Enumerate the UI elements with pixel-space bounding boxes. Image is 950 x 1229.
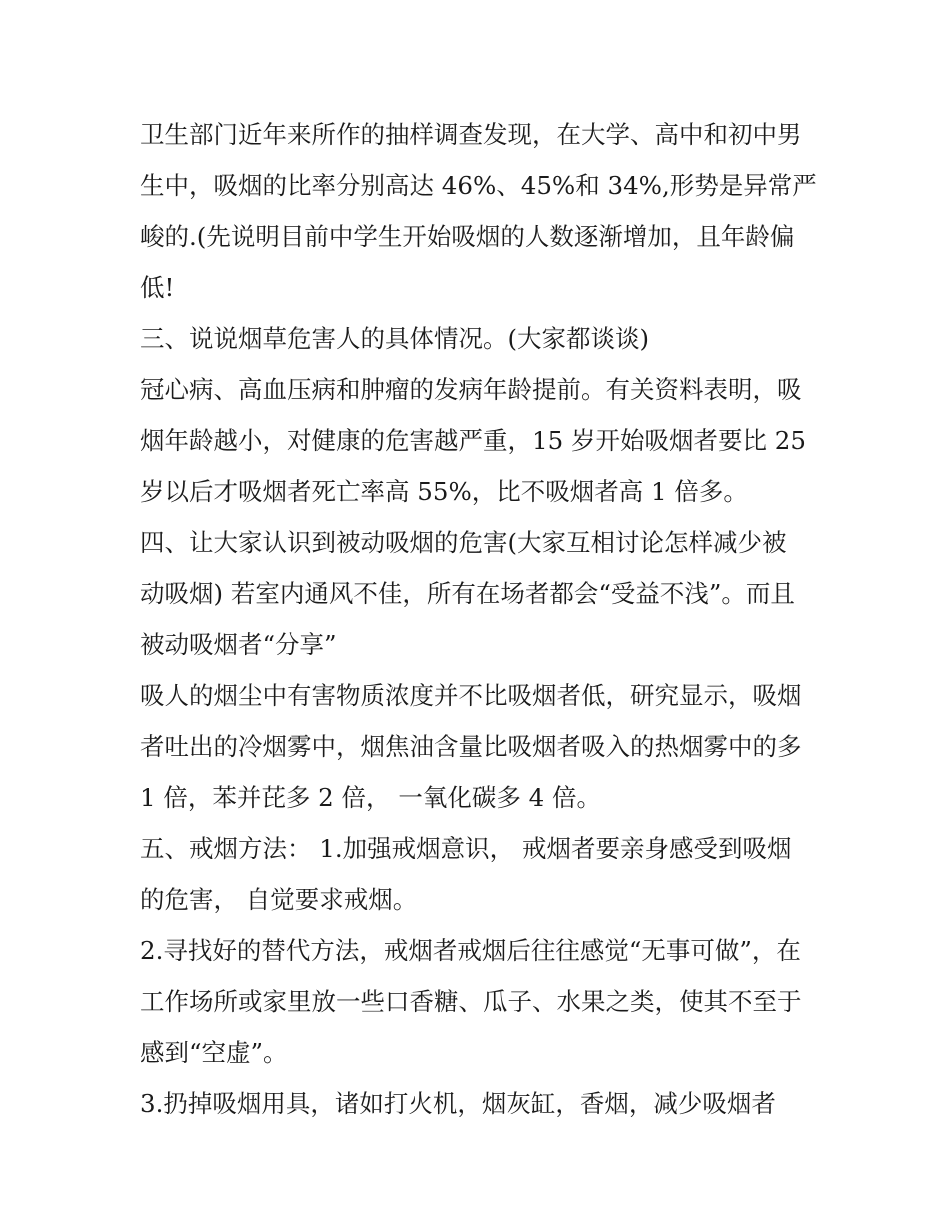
text-line: 1 倍，苯并芘多 2 倍， 一氧化碳多 4 倍。 — [140, 783, 601, 812]
section-heading-4: 四、让大家认识到被动吸烟的危害(大家互相讨论怎样减少被 — [140, 528, 787, 557]
text-line: 冠心病、高血压病和肿瘤的发病年龄提前。有关资料表明，吸 — [140, 375, 802, 404]
text-line: 被动吸烟者“分享” — [140, 630, 337, 659]
text-line: 岁以后才吸烟者死亡率高 55%，比不吸烟者高 1 倍多。 — [140, 477, 748, 506]
text-line: 感到“空虚”。 — [140, 1038, 288, 1067]
section-heading-3: 三、说说烟草危害人的具体情况。(大家都谈谈) — [140, 324, 650, 353]
text-line: 生中，吸烟的比率分别高达 46%、45%和 34%,形势是异常严 — [140, 171, 817, 200]
text-line: 的危害， 自觉要求戒烟。 — [140, 885, 418, 914]
text-line: 卫生部门近年来所作的抽样调查发现，在大学、高中和初中男 — [140, 120, 802, 149]
text-line: 动吸烟) 若室内通风不佳，所有在场者都会“受益不浅”。而且 — [140, 579, 795, 608]
list-item-2: 2.寻找好的替代方法，戒烟者戒烟后往往感觉“无事可做”，在 — [140, 936, 801, 965]
document-body — [140, 109, 820, 1129]
text-line: 吸人的烟尘中有害物质浓度并不比吸烟者低，研究显示，吸烟 — [140, 681, 802, 710]
text-line: 者吐出的冷烟雾中，烟焦油含量比吸烟者吸入的热烟雾中的多 — [140, 732, 802, 761]
text-line: 低! — [140, 273, 175, 302]
section-heading-5: 五、戒烟方法： 1.加强戒烟意识， 戒烟者要亲身感受到吸烟 — [140, 834, 792, 863]
text-line: 峻的.(先说明目前中学生开始吸烟的人数逐渐增加，且年龄偏 — [140, 222, 795, 251]
text-line: 工作场所或家里放一些口香糖、瓜子、水果之类，使其不至于 — [140, 987, 802, 1016]
list-item-3: 3.扔掉吸烟用具，诸如打火机，烟灰缸，香烟，减少吸烟者 — [140, 1089, 776, 1118]
text-line: 烟年龄越小，对健康的危害越严重，15 岁开始吸烟者要比 25 — [140, 426, 806, 455]
